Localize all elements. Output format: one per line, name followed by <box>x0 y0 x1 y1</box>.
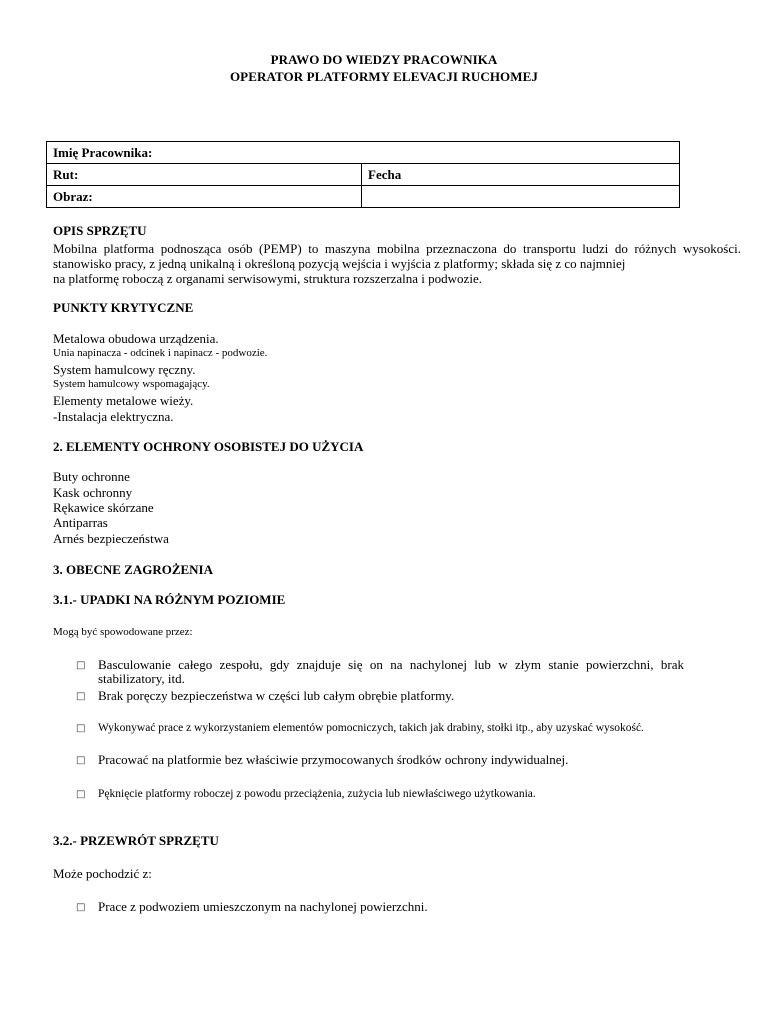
checkbox-bullet-icon: □ <box>76 755 86 766</box>
date-label: Fecha <box>368 166 402 182</box>
checkbox-bullet-icon: □ <box>76 723 86 734</box>
critical-points-heading: PUNKTY KRYTYCZNE <box>53 300 194 315</box>
falls-item-text: Pęknięcie platformy roboczej z powodu przeciążenia, zużycia lub niewłaściwego użytkowania. <box>98 788 536 800</box>
equipment-line-1: Mobilna platforma podnosząca osób (PEMP) to maszyna mobilna przeznaczona do transportu ludzi do różnych wysokości. <box>53 241 741 256</box>
critical-point-item: Elementy metalowe wieży. <box>53 393 194 408</box>
equipment-line-3: na platformę roboczą z organami serwisowymi, struktura rozszerzalna i podwozie. <box>53 271 482 286</box>
checkbox-bullet-icon: □ <box>76 691 86 702</box>
employee-info-table <box>46 141 680 208</box>
employee-name-label: Imię Pracownika: <box>53 144 153 160</box>
rut-label: Rut: <box>53 166 79 182</box>
document-title-line1: PRAWO DO WIEDZY PRACOWNIKA <box>270 52 498 67</box>
overturn-intro: Może pochodzić z: <box>53 866 152 881</box>
ppe-item: Kask ochronny <box>53 485 133 500</box>
falls-item-text: Basculowanie całego zespołu, gdy znajduje się on na nachylonej lub w złym stanie powierzchni, brak stabilizatory, itd. <box>98 657 684 686</box>
date-cell[interactable] <box>362 164 680 186</box>
ppe-item: Rękawice skórzane <box>53 500 154 515</box>
ppe-item: Arnés bezpieczeństwa <box>53 531 169 546</box>
equipment-heading: OPIS SPRZĘTU <box>53 223 147 238</box>
ppe-heading: 2. ELEMENTY OCHRONY OSOBISTEJ DO UŻYCIA <box>53 439 364 454</box>
image-label: Obraz: <box>53 188 93 204</box>
equipment-line-2: stanowisko pracy, z jedną unikalną i określoną pozycją wejścia i wyjścia z platformy; składa się z co najmniej <box>53 256 626 271</box>
document-title-line2: OPERATOR PLATFORMY ELEVACJI RUCHOMEJ <box>229 69 539 84</box>
overturn-heading: 3.2.- PRZEWRÓT SPRZĘTU <box>53 833 219 848</box>
critical-point-item: Metalowa obudowa urządzenia. <box>53 331 219 346</box>
checkbox-bullet-icon: □ <box>76 789 86 800</box>
critical-point-item: System hamulcowy wspomagający. <box>53 378 210 390</box>
equipment-description <box>53 241 741 286</box>
ppe-item: Antiparras <box>53 515 108 530</box>
rut-cell[interactable] <box>47 164 362 186</box>
employee-name-cell[interactable] <box>47 142 680 164</box>
falls-intro: Mogą być spowodowane przez: <box>53 626 193 638</box>
critical-point-item: -Instalacja elektryczna. <box>53 409 174 424</box>
checkbox-bullet-icon: □ <box>76 660 86 671</box>
image-value-cell[interactable] <box>362 186 680 208</box>
ppe-item: Buty ochronne <box>53 469 130 484</box>
critical-point-item: Unia napinacza - odcinek i napinacz - podwozie. <box>53 347 268 359</box>
falls-item-text: Brak poręczy bezpieczeństwa w części lub całym obrębie platformy. <box>98 688 455 703</box>
checkbox-bullet-icon: □ <box>76 902 86 913</box>
falls-heading: 3.1.- UPADKI NA RÓŻNYM POZIOMIE <box>53 592 286 607</box>
critical-point-item: System hamulcowy ręczny. <box>53 362 196 377</box>
image-cell[interactable] <box>47 186 362 208</box>
falls-item-text: Pracować na platformie bez właściwie przymocowanych środków ochrony indywidualnej. <box>98 752 569 767</box>
hazards-heading: 3. OBECNE ZAGROŻENIA <box>53 562 213 577</box>
falls-item-text: Wykonywać prace z wykorzystaniem elementów pomocniczych, takich jak drabiny, stołki itp., aby uzyskać wysokość. <box>98 722 644 734</box>
overturn-item-text: Prace z podwoziem umieszczonym na nachylonej powierzchni. <box>98 899 428 914</box>
